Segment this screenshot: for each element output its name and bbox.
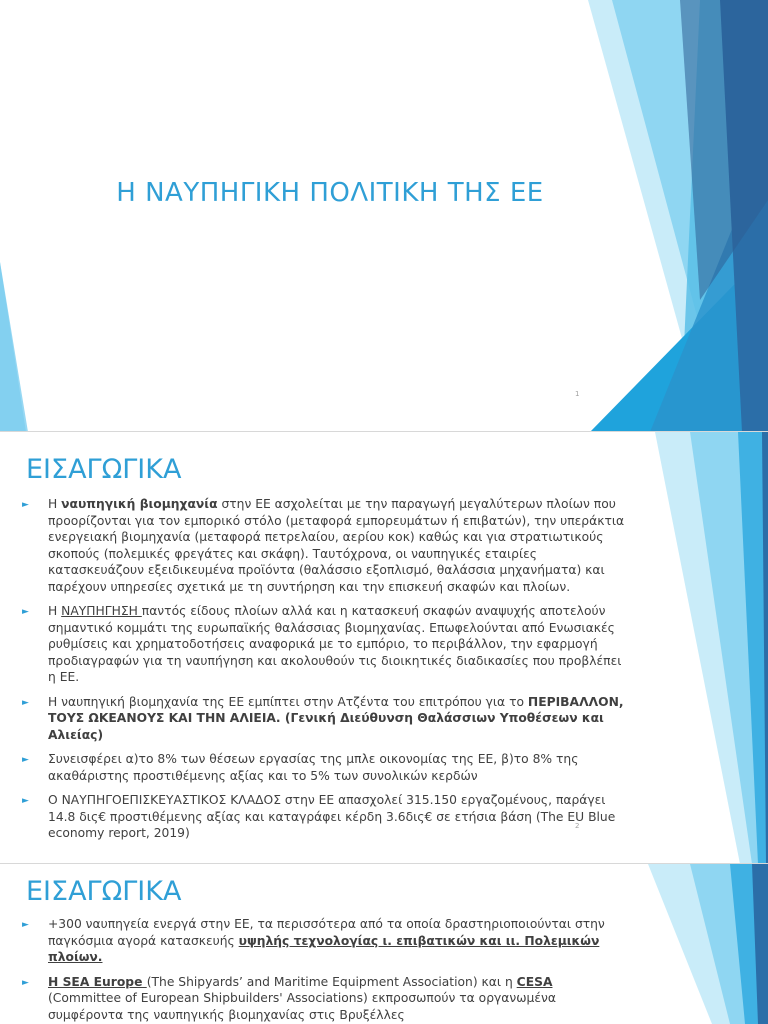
bullet-arrow-icon: ► (22, 697, 29, 708)
bullet-arrow-icon: ► (22, 755, 29, 765)
bullet-list (22, 496, 628, 850)
slide-3 (0, 864, 768, 1024)
bullet-item: ► +300 ναυπηγεία ενεργά στην ΕΕ, τα περισσότερα από τα οποία δραστηριοποιούνται στην παγκόσμια αγορά κατασκευής υψηλής τεχνολογίας ι. επιβατικών και ιι. Πολεμικών πλοίων. (22, 917, 605, 964)
bullet-item: ► Η ναυπηγική βιομηχανία της ΕΕ εμπίπτει στην Ατζέντα του επιτρόπου για το ΠΕΡΙΒΑΛΛΟΝ, ΤΟΥΣ ΩΚΕΑΝΟΥΣ ΚΑΙ ΤΗΝ ΑΛΙΕΙΑ. (Γενική Διεύθυνση Θαλάσσιων Υποθέσεων και Αλιείας) (22, 694, 624, 742)
bullet-list (22, 916, 628, 1024)
slide-2 (0, 432, 768, 864)
bullet-item: ► Η ΝΑΥΠΗΓΗΣΗ παντός είδους πλοίων αλλά και η κατασκευή σκαφών αναψυχής αποτελούν σημαντικό κομμάτι της ευρωπαϊκής θαλάσσιας βιομηχανίας. Επωφελούνται από Ενωσιακές ρυθμίσεις και χρηματοδοτήσεις αναφορικά με το εμπόριο, το περιβάλλον, την εφαρμογή προδιαγραφών για τη ναυπήγηση και ακολουθούν τις διοικητικές διαδικασίες που προβλέπει η ΕΕ. (22, 604, 622, 684)
slide-heading: ΕΙΣΑΓΩΓΙΚΑ (26, 876, 182, 907)
bullet-arrow-icon: ► (22, 607, 29, 617)
bullet-item: ► Ο ΝΑΥΠΗΓΟΕΠΙΣΚΕΥΑΣΤΙΚΟΣ ΚΛΑΔΟΣ στην ΕΕ απασχολεί 315.150 εργαζομένους, παράγει 14.8 δις€ προστιθέμενης αξίας και καταγράφει κέρδη 3.6δις€ σε ετήσια βάση (The EU Blue economy report, 2019) (22, 793, 616, 840)
page-number: 1 (575, 390, 580, 398)
bullet-item: ► Η SEA Europe (The Shipyards’ and Maritime Equipment Association) και η CESA (Committee of European Shipbuilders' Associations) εκπροσωπούν τα οργανωμένα συμφέροντα της ναυπηγικής βιομηχανίας στις Βρυξέλλες (22, 974, 556, 1022)
slide-decoration (0, 0, 768, 432)
bullet-item: ► Η ναυπηγική βιομηχανία στην ΕΕ ασχολείται με την παραγωγή μεγαλύτερων πλοίων που προορίζονται για τον εμπορικό στόλο (μεταφορά εμπορευμάτων ή επιβατών), την υπεράκτια ενεργειακή βιομηχανία (μεταφορά πετρελαίου, αερίου κοκ) καθώς και για στρατιωτικούς σκοπούς (πολεμικές φρεγάτες και σκάφη). Ταυτόχρονα, οι ναυπηγικές εταιρίες κατασκευάζουν εξειδικευμένα προϊόντα (θαλάσσιο εξοπλισμό, θαλάσσια μηχανήματα) και παρέχουν υπηρεσίες σχετικά με τη συντήρηση και την επισκευή σκαφών και πλοίων. (22, 497, 625, 594)
page-number: 2 (575, 822, 580, 830)
slide-title: Η ΝΑΥΠΗΓΙΚΗ ΠΟΛΙΤΙΚΗ ΤΗΣ ΕΕ (116, 178, 544, 208)
bullet-item: ► Συνεισφέρει α)το 8% των θέσεων εργασίας της μπλε οικονομίας της ΕΕ, β)το 8% της ακαθάριστης προστιθέμενης αξίας και το 5% των συνολικών κερδών (22, 752, 579, 783)
slide-heading: ΕΙΣΑΓΩΓΙΚΑ (26, 454, 182, 485)
bullet-arrow-icon: ► (22, 796, 29, 806)
bullet-arrow-icon: ► (22, 920, 29, 930)
bullet-arrow-icon: ► (22, 500, 29, 510)
bullet-arrow-icon: ► (22, 977, 29, 988)
slide-1 (0, 0, 768, 432)
